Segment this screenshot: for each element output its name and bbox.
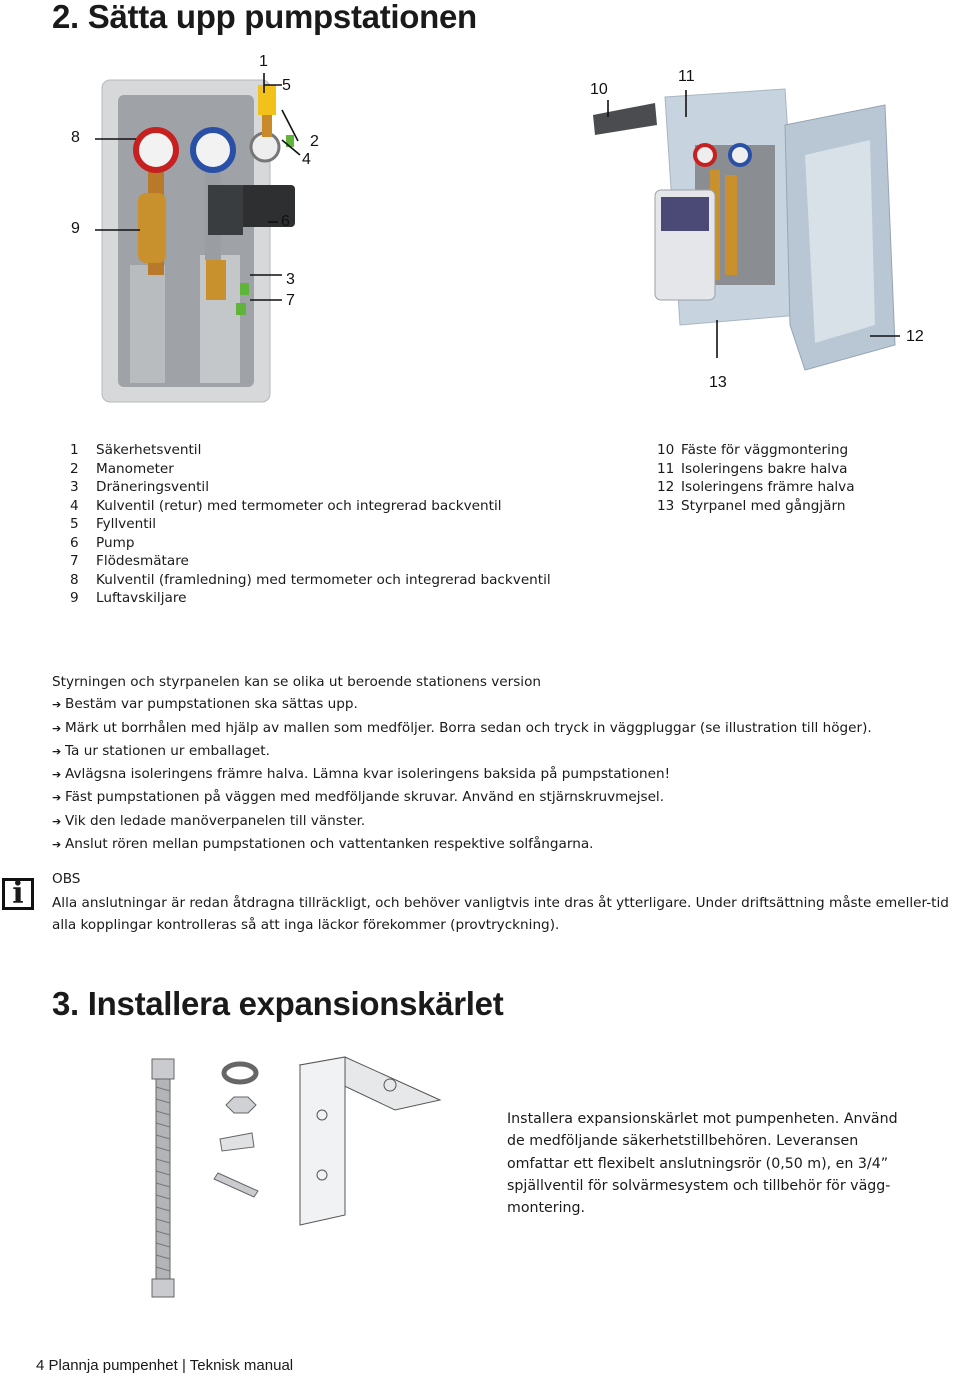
arrow-right-icon: ➔ [52, 768, 62, 782]
callout-6: 6 [281, 213, 290, 230]
callout-3: 3 [286, 271, 295, 288]
step-item: ➔ Fäst pumpstationen på väggen med medföljande skruvar. Använd en stjärnskruvmejsel. [52, 786, 872, 809]
legend-item: 8 Kulventil (framledning) med termometer och integrerad backventil [70, 571, 551, 588]
page-number: 4 [36, 1357, 45, 1374]
intro-text: Styrningen och styrpanelen kan se olika ut beroende stationens version [52, 674, 542, 690]
callout-11: 11 [678, 68, 695, 85]
legend-item: 12 Isoleringens främre halva [657, 479, 855, 495]
callout-lines-left [0, 55, 330, 315]
section-title-expansion: 3. Installera expansionskärlet [52, 985, 504, 1022]
arrow-right-icon: ➔ [52, 698, 62, 712]
info-icon: i [2, 878, 34, 910]
legend-item: 4 Kulventil (retur) med termometer och integrerad backventil [70, 497, 502, 514]
callout-13: 13 [709, 374, 727, 391]
arrow-right-icon: ➔ [52, 791, 62, 805]
expansion-paragraph: Installera expansionskärlet mot pumpenheten. Använd de medföljande säkerhetstillbehören. Leveransen omfattar ett flexibelt anslutningsrör (0,50 m), en 3/4” spjällventil för solvärmesystem och tillbehör för vägg-montering. [507, 1111, 898, 1217]
instructions [52, 671, 872, 856]
callout-1: 1 [259, 53, 268, 70]
callout-lines-right [590, 55, 930, 375]
step-list [52, 693, 872, 856]
legend-item: 5 Fyllventil [70, 516, 157, 532]
callout-7: 7 [286, 292, 295, 309]
legend-right [657, 441, 855, 515]
arrow-right-icon: ➔ [52, 838, 62, 852]
legend-item: 10 Fäste för väggmontering [657, 442, 849, 458]
callout-5: 5 [282, 77, 291, 94]
callout-12: 12 [906, 328, 924, 345]
arrow-right-icon: ➔ [52, 814, 62, 828]
note-text: Alla anslutningar är redan åtdragna tillräckligt, och behöver vanligtvis inte dras åt ytterligare. Under driftsättning måste emeller-tid alla kopplingar kontrolleras så att inga läckor förekommer (provtryckning). [52, 895, 949, 933]
legend-item: 9 Luftavskiljare [70, 590, 187, 606]
legend-item: 6 Pump [70, 534, 135, 551]
section-title-setup: 2. Sätta upp pumpstationen [52, 0, 477, 35]
step-item: ➔ Anslut rören mellan pumpstationen och vattentanken respektive solfångarna. [52, 833, 872, 856]
callout-4: 4 [302, 151, 311, 168]
callout-8: 8 [71, 129, 80, 146]
step-item: ➔ Bestäm var pumpstationen ska sättas upp. [52, 693, 872, 716]
step-item: ➔ Avlägsna isoleringens främre halva. Lämna kvar isoleringens baksida på pumpstationen! [52, 763, 872, 786]
callout-2: 2 [310, 133, 319, 150]
footer [36, 1357, 293, 1374]
legend-left [70, 441, 551, 608]
legend-item: 13 Styrpanel med gångjärn [657, 497, 846, 514]
legend-item: 1 Säkerhetsventil [70, 442, 202, 458]
callout-10: 10 [590, 81, 608, 98]
arrow-right-icon: ➔ [52, 744, 62, 758]
footer-text: Plannja pumpenhet | Teknisk manual [48, 1357, 294, 1374]
legend-item: 2 Manometer [70, 460, 174, 477]
legend-item: 7 Flödesmätare [70, 553, 189, 569]
step-item: ➔ Ta ur stationen ur emballaget. [52, 740, 872, 763]
legend-item: 3 Dräneringsventil [70, 479, 209, 495]
step-item: ➔ Vik den ledade manöverpanelen till vänster. [52, 810, 872, 833]
accessories-illustration [140, 1055, 480, 1300]
legend-item: 11 Isoleringens bakre halva [657, 460, 848, 477]
callout-9: 9 [71, 220, 80, 237]
step-item: ➔ Märk ut borrhålen med hjälp av mallen som medföljer. Borra sedan och tryck in väggpluggar (se illustration till höger). [52, 717, 872, 740]
arrow-right-icon: ➔ [52, 721, 62, 735]
note-label: OBS [52, 871, 81, 887]
